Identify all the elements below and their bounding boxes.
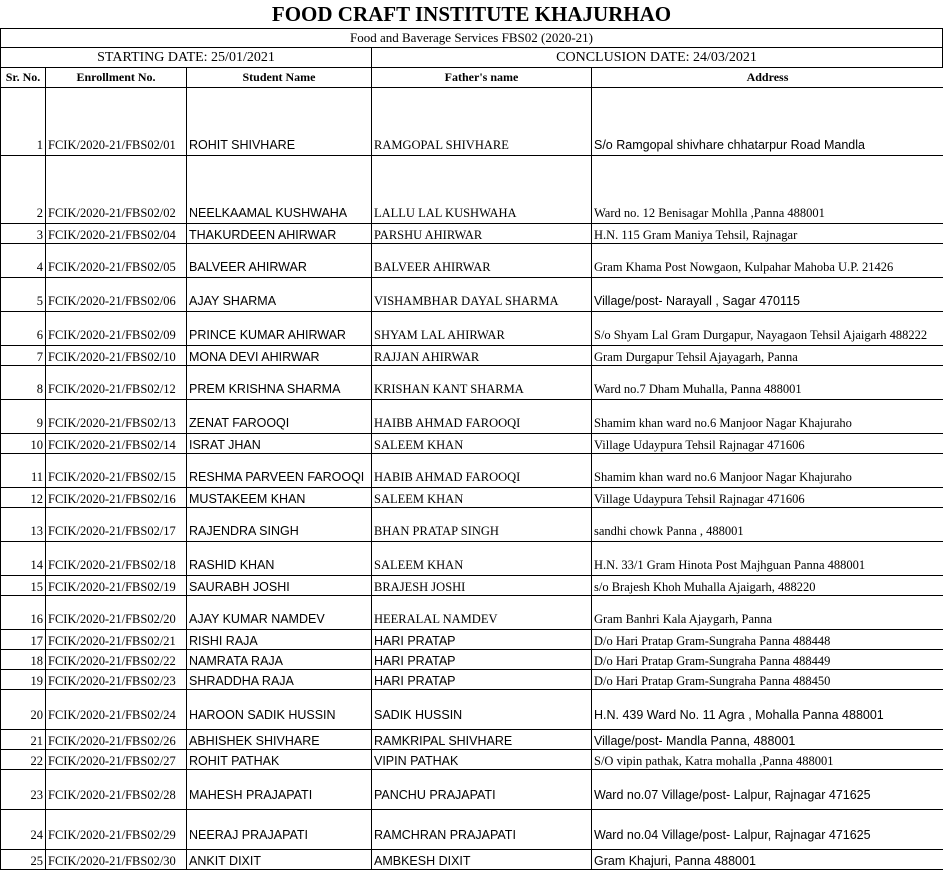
cell-father-name: HARI PRATAP [372, 630, 592, 650]
cell-address: Shamim khan ward no.6 Manjoor Nagar Khajuraho [592, 454, 943, 488]
cell-enrollment-no: FCIK/2020-21/FBS02/15 [46, 454, 187, 488]
table-row [1, 88, 943, 156]
cell-student-name: RASHID KHAN [187, 542, 372, 576]
cell-address: D/o Hari Pratap Gram-Sungraha Panna 488450 [592, 670, 943, 690]
cell-father-name: SADIK HUSSIN [372, 690, 592, 730]
cell-address: S/o Ramgopal shivhare chhatarpur Road Mandla [592, 88, 943, 156]
cell-student-name: MONA DEVI AHIRWAR [187, 346, 372, 366]
cell-enrollment-no: FCIK/2020-21/FBS02/14 [46, 434, 187, 454]
cell-father-name: AMBKESH DIXIT [372, 850, 592, 870]
cell-student-name: ROHIT PATHAK [187, 750, 372, 770]
table-header-row [1, 68, 943, 88]
cell-address: H.N. 115 Gram Maniya Tehsil, Rajnagar [592, 224, 943, 244]
cell-father-name: VIPIN PATHAK [372, 750, 592, 770]
cell-enrollment-no: FCIK/2020-21/FBS02/22 [46, 650, 187, 670]
conclusion-date: CONCLUSION DATE: 24/03/2021 [371, 47, 943, 67]
col-header-enrollment: Enrollment No. [46, 68, 187, 88]
cell-enrollment-no: FCIK/2020-21/FBS02/04 [46, 224, 187, 244]
table-row [1, 670, 943, 690]
cell-address: Village/post- Narayall , Sagar 470115 [592, 278, 943, 312]
cell-father-name: LALLU LAL KUSHWAHA [372, 156, 592, 224]
table-row [1, 400, 943, 434]
cell-sr-no: 3 [1, 224, 46, 244]
cell-student-name: MAHESH PRAJAPATI [187, 770, 372, 810]
cell-student-name: RESHMA PARVEEN FAROOQI [187, 454, 372, 488]
cell-sr-no: 14 [1, 542, 46, 576]
cell-sr-no: 2 [1, 156, 46, 224]
cell-enrollment-no: FCIK/2020-21/FBS02/09 [46, 312, 187, 346]
cell-sr-no: 18 [1, 650, 46, 670]
table-row [1, 850, 943, 870]
cell-enrollment-no: FCIK/2020-21/FBS02/29 [46, 810, 187, 850]
col-header-student-name: Student Name [187, 68, 372, 88]
table-row [1, 542, 943, 576]
cell-enrollment-no: FCIK/2020-21/FBS02/13 [46, 400, 187, 434]
cell-sr-no: 6 [1, 312, 46, 346]
cell-student-name: NAMRATA RAJA [187, 650, 372, 670]
cell-address: Ward no. 12 Benisagar Mohlla ,Panna 488001 [592, 156, 943, 224]
cell-student-name: SAURABH JOSHI [187, 576, 372, 596]
table-row [1, 156, 943, 224]
cell-father-name: RAMKRIPAL SHIVHARE [372, 730, 592, 750]
table-row [1, 488, 943, 508]
table-row [1, 366, 943, 400]
cell-enrollment-no: FCIK/2020-21/FBS02/28 [46, 770, 187, 810]
cell-student-name: RAJENDRA SINGH [187, 508, 372, 542]
cell-enrollment-no: FCIK/2020-21/FBS02/02 [46, 156, 187, 224]
cell-sr-no: 24 [1, 810, 46, 850]
date-row [0, 47, 943, 67]
cell-student-name: AJAY KUMAR NAMDEV [187, 596, 372, 630]
student-table [0, 67, 943, 870]
cell-student-name: ROHIT SHIVHARE [187, 88, 372, 156]
table-row [1, 278, 943, 312]
cell-father-name: SALEEM KHAN [372, 542, 592, 576]
cell-enrollment-no: FCIK/2020-21/FBS02/16 [46, 488, 187, 508]
cell-sr-no: 13 [1, 508, 46, 542]
table-row [1, 690, 943, 730]
table-row [1, 750, 943, 770]
cell-student-name: AJAY SHARMA [187, 278, 372, 312]
cell-address: D/o Hari Pratap Gram-Sungraha Panna 488448 [592, 630, 943, 650]
cell-father-name: PANCHU PRAJAPATI [372, 770, 592, 810]
table-row [1, 244, 943, 278]
cell-enrollment-no: FCIK/2020-21/FBS02/12 [46, 366, 187, 400]
cell-sr-no: 11 [1, 454, 46, 488]
cell-address: sandhi chowk Panna , 488001 [592, 508, 943, 542]
cell-student-name: MUSTAKEEM KHAN [187, 488, 372, 508]
cell-sr-no: 9 [1, 400, 46, 434]
table-row [1, 596, 943, 630]
cell-enrollment-no: FCIK/2020-21/FBS02/01 [46, 88, 187, 156]
col-header-father-name: Father's name [372, 68, 592, 88]
cell-address: s/o Brajesh Khoh Muhalla Ajaigarh, 488220 [592, 576, 943, 596]
cell-student-name: NEELKAAMAL KUSHWAHA [187, 156, 372, 224]
cell-enrollment-no: FCIK/2020-21/FBS02/26 [46, 730, 187, 750]
cell-address: Ward no.04 Village/post- Lalpur, Rajnagar 471625 [592, 810, 943, 850]
cell-sr-no: 23 [1, 770, 46, 810]
cell-sr-no: 19 [1, 670, 46, 690]
cell-enrollment-no: FCIK/2020-21/FBS02/21 [46, 630, 187, 650]
cell-address: D/o Hari Pratap Gram-Sungraha Panna 488449 [592, 650, 943, 670]
cell-address: Gram Khama Post Nowgaon, Kulpahar Mahoba U.P. 21426 [592, 244, 943, 278]
cell-sr-no: 8 [1, 366, 46, 400]
cell-address: H.N. 33/1 Gram Hinota Post Majhguan Panna 488001 [592, 542, 943, 576]
cell-father-name: BALVEER AHIRWAR [372, 244, 592, 278]
cell-father-name: BRAJESH JOSHI [372, 576, 592, 596]
cell-father-name: SALEEM KHAN [372, 488, 592, 508]
cell-father-name: BHAN PRATAP SINGH [372, 508, 592, 542]
table-row [1, 630, 943, 650]
cell-student-name: RISHI RAJA [187, 630, 372, 650]
cell-sr-no: 12 [1, 488, 46, 508]
cell-address: Gram Khajuri, Panna 488001 [592, 850, 943, 870]
col-header-address: Address [592, 68, 943, 88]
cell-father-name: RAMGOPAL SHIVHARE [372, 88, 592, 156]
table-row [1, 650, 943, 670]
cell-enrollment-no: FCIK/2020-21/FBS02/23 [46, 670, 187, 690]
course-subtitle: Food and Baverage Services FBS02 (2020-21) [0, 28, 943, 47]
cell-enrollment-no: FCIK/2020-21/FBS02/06 [46, 278, 187, 312]
table-row [1, 454, 943, 488]
cell-student-name: ABHISHEK SHIVHARE [187, 730, 372, 750]
cell-father-name: SALEEM KHAN [372, 434, 592, 454]
cell-father-name: PARSHU AHIRWAR [372, 224, 592, 244]
table-body [1, 88, 943, 870]
cell-student-name: SHRADDHA RAJA [187, 670, 372, 690]
cell-enrollment-no: FCIK/2020-21/FBS02/24 [46, 690, 187, 730]
cell-sr-no: 17 [1, 630, 46, 650]
cell-address: Village Udaypura Tehsil Rajnagar 471606 [592, 488, 943, 508]
cell-father-name: HAIBB AHMAD FAROOQI [372, 400, 592, 434]
cell-father-name: RAJJAN AHIRWAR [372, 346, 592, 366]
cell-enrollment-no: FCIK/2020-21/FBS02/27 [46, 750, 187, 770]
cell-enrollment-no: FCIK/2020-21/FBS02/19 [46, 576, 187, 596]
cell-father-name: KRISHAN KANT SHARMA [372, 366, 592, 400]
col-header-sr: Sr. No. [1, 68, 46, 88]
cell-address: Shamim khan ward no.6 Manjoor Nagar Khajuraho [592, 400, 943, 434]
table-row [1, 346, 943, 366]
cell-student-name: NEERAJ PRAJAPATI [187, 810, 372, 850]
cell-student-name: ISRAT JHAN [187, 434, 372, 454]
table-row [1, 770, 943, 810]
cell-student-name: HAROON SADIK HUSSIN [187, 690, 372, 730]
cell-father-name: SHYAM LAL AHIRWAR [372, 312, 592, 346]
cell-address: S/O vipin pathak, Katra mohalla ,Panna 488001 [592, 750, 943, 770]
cell-enrollment-no: FCIK/2020-21/FBS02/10 [46, 346, 187, 366]
cell-enrollment-no: FCIK/2020-21/FBS02/18 [46, 542, 187, 576]
cell-address: Ward no.07 Village/post- Lalpur, Rajnagar 471625 [592, 770, 943, 810]
cell-sr-no: 22 [1, 750, 46, 770]
table-row [1, 730, 943, 750]
table-row [1, 312, 943, 346]
table-row [1, 434, 943, 454]
cell-enrollment-no: FCIK/2020-21/FBS02/05 [46, 244, 187, 278]
cell-sr-no: 1 [1, 88, 46, 156]
cell-sr-no: 21 [1, 730, 46, 750]
cell-sr-no: 25 [1, 850, 46, 870]
cell-address: Gram Durgapur Tehsil Ajayagarh, Panna [592, 346, 943, 366]
cell-student-name: ZENAT FAROOQI [187, 400, 372, 434]
cell-father-name: HARI PRATAP [372, 650, 592, 670]
cell-father-name: RAMCHRAN PRAJAPATI [372, 810, 592, 850]
page-title: FOOD CRAFT INSTITUTE KHAJURHAO [271, 2, 672, 26]
cell-address: Village/post- Mandla Panna, 488001 [592, 730, 943, 750]
cell-enrollment-no: FCIK/2020-21/FBS02/17 [46, 508, 187, 542]
cell-address: H.N. 439 Ward No. 11 Agra , Mohalla Panna 488001 [592, 690, 943, 730]
cell-sr-no: 20 [1, 690, 46, 730]
cell-enrollment-no: FCIK/2020-21/FBS02/30 [46, 850, 187, 870]
cell-sr-no: 7 [1, 346, 46, 366]
table-row [1, 508, 943, 542]
cell-student-name: BALVEER AHIRWAR [187, 244, 372, 278]
cell-sr-no: 10 [1, 434, 46, 454]
cell-address: Ward no.7 Dham Muhalla, Panna 488001 [592, 366, 943, 400]
cell-sr-no: 4 [1, 244, 46, 278]
cell-student-name: PREM KRISHNA SHARMA [187, 366, 372, 400]
cell-sr-no: 16 [1, 596, 46, 630]
cell-address: Village Udaypura Tehsil Rajnagar 471606 [592, 434, 943, 454]
table-row [1, 576, 943, 596]
cell-father-name: HABIB AHMAD FAROOQI [372, 454, 592, 488]
cell-sr-no: 15 [1, 576, 46, 596]
cell-sr-no: 5 [1, 278, 46, 312]
cell-address: S/o Shyam Lal Gram Durgapur, Nayagaon Tehsil Ajaigarh 488222 [592, 312, 943, 346]
cell-student-name: THAKURDEEN AHIRWAR [187, 224, 372, 244]
cell-father-name: HEERALAL NAMDEV [372, 596, 592, 630]
starting-date: STARTING DATE: 25/01/2021 [0, 47, 372, 67]
cell-student-name: ANKIT DIXIT [187, 850, 372, 870]
table-row [1, 810, 943, 850]
cell-address: Gram Banhri Kala Ajaygarh, Panna [592, 596, 943, 630]
cell-father-name: HARI PRATAP [372, 670, 592, 690]
table-row [1, 224, 943, 244]
cell-student-name: PRINCE KUMAR AHIRWAR [187, 312, 372, 346]
cell-enrollment-no: FCIK/2020-21/FBS02/20 [46, 596, 187, 630]
cell-father-name: VISHAMBHAR DAYAL SHARMA [372, 278, 592, 312]
